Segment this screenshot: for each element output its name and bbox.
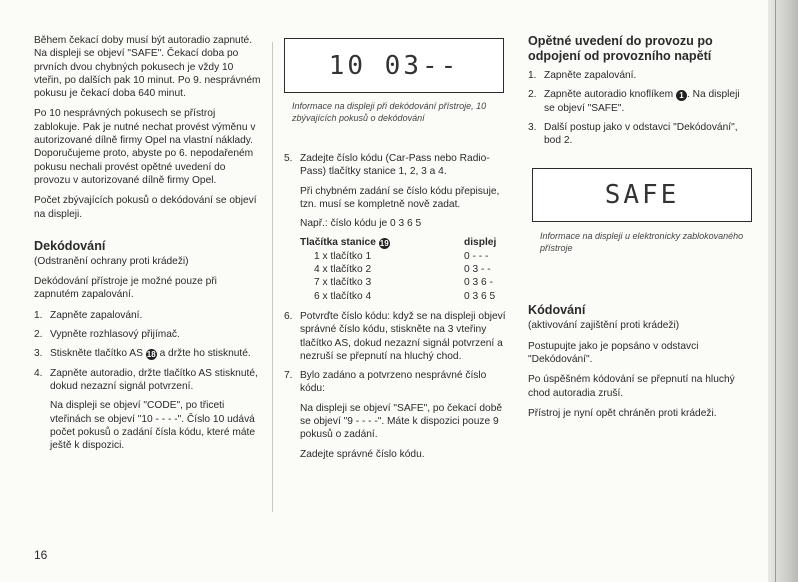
step-7-detail: Na displeji se objeví "SAFE", po čekací době se objeví "9 - - - -". Máte k dispozici pouze 9 pokusů o zadání. bbox=[300, 402, 503, 441]
paragraph-waiting-time: Během čekací doby musí být autoradio zapnuté. Na displeji se objeví "SAFE". Čekací doba po prvních dvou chybných pokusech je vždy 10 vteřin, po dalších pak 10 minut. Po 9. nesprávném pokusu je čekací doba 640 minut. bbox=[34, 35, 261, 100]
step-1: 1. Zapněte zapalování. bbox=[528, 70, 637, 81]
step-5-example: Např.: číslo kódu je 0 3 6 5 bbox=[300, 218, 422, 230]
step-6: 6. Potvrďte číslo kódu: když se na displeji objeví správné číslo kódu, stiskněte na 3 vteřiny tlačítko AS, dokud nezazní signál potvrzení a nezruší se přepnutí na hluchý chod. bbox=[284, 310, 506, 362]
table-row: 4 x tlačítko 2 0 3 - - bbox=[314, 264, 491, 276]
step-1: 1. Zapněte zapalování. bbox=[34, 309, 143, 321]
step-7-final: Zadejte správné číslo kódu. bbox=[300, 448, 425, 460]
radio-display-safe: SAFE bbox=[532, 168, 752, 222]
paragraph-remaining-attempts: Počet zbývajících pokusů o dekódování se objeví na displeji. bbox=[34, 195, 257, 220]
column-middle bbox=[284, 152, 506, 467]
page-edge bbox=[768, 0, 798, 582]
column-left bbox=[34, 34, 262, 458]
paragraph-coding-2: Po úspěšném kódování se přepnutí na hluchý chod autoradia zruší. bbox=[528, 374, 735, 399]
caption-display-safe: Informace na displeji u elektronicky zablokovaného přístroje bbox=[540, 231, 744, 253]
heading-decoding: Dekódování bbox=[34, 238, 106, 253]
table-row: 1 x tlačítko 1 0 - - - bbox=[314, 250, 489, 262]
step-3: 3. Další postup jako v odstavci "Dekódování", bod 2. bbox=[528, 121, 738, 147]
paragraph-coding-3: Přístroj je nyní opět chráněn proti krádeži. bbox=[528, 407, 717, 419]
step-2: 2. Vypněte rozhlasový přijímač. bbox=[34, 329, 180, 341]
step-5: 5. Zadejte číslo kódu (Car-Pass nebo Radio-Pass) tlačítky stanice 1, 2, 3 a 4. Při chybném zadání se číslo kódu přepisuje, tzn. musí se kompletně nově zadat. Např.: číslo kódu je 0 3 6 5 bbox=[284, 152, 506, 230]
step-2: 2. Zapněte autoradio knoflíkem 1 . Na displeji se objeví "SAFE". bbox=[528, 89, 740, 114]
page-edge-line bbox=[775, 0, 776, 582]
step-4: 4. Zapněte autoradio, držte tlačítko AS stisknuté, dokud nezazní signál potvrzení. Na displeji se objeví "CODE", po třiceti vteřinách se objeví "10 - - - -". Číslo 10 udává počet pokusů o zadání čísla kódu, které máte ještě k dispozici. bbox=[34, 367, 262, 453]
reactivation-steps bbox=[528, 69, 750, 147]
knob-1-icon: 1 bbox=[676, 90, 687, 101]
button-18-icon: 18 bbox=[146, 350, 156, 360]
table-row: 7 x tlačítko 3 0 3 6 - bbox=[314, 277, 493, 289]
caption-display-code: Informace na displeji při dekódování přístroje, 10 zbývajících pokusů o dekódování bbox=[292, 101, 487, 123]
code-entry-table bbox=[300, 236, 506, 302]
step-7: 7. Bylo zadáno a potvrzeno nesprávné číslo kódu: Na displeji se objeví "SAFE", po čekací době se objeví "9 - - - -". Máte k dispozici pouze 9 pokusů o zadání. Zadejte správné číslo kódu. bbox=[284, 369, 506, 461]
table-header: Tlačítka stanice 19 displej bbox=[300, 237, 497, 249]
decoding-steps-final bbox=[284, 310, 506, 461]
radio-display-code: 10 03-- bbox=[284, 38, 504, 93]
page-number: 16 bbox=[34, 548, 48, 562]
heading-reactivation: Opětné uvedení do provozu po odpojení od provozního napětí bbox=[528, 34, 713, 63]
step-5-note: Při chybném zadání se číslo kódu přepisuje, tzn. musí se kompletně nově zadat. bbox=[300, 185, 500, 210]
subheading-decoding: (Odstranění ochrany proti krádeži) bbox=[34, 255, 189, 267]
table-row: 6 x tlačítko 4 0 3 6 5 bbox=[314, 290, 496, 302]
heading-coding: Kódování bbox=[528, 303, 586, 318]
button-19-icon: 19 bbox=[379, 239, 389, 249]
subheading-coding: (aktivování zajištění proti krádeži) bbox=[528, 320, 680, 332]
step-4-detail: Na displeji se objeví "CODE", po třiceti vteřinách se objeví "10 - - - -". Číslo 10 udává počet pokusů o zadání čísla kódu, které máte ještě k dispozici. bbox=[50, 400, 256, 452]
paragraph-decoding-intro: Dekódování přístroje je možné pouze při zapnutém zapalování. bbox=[34, 276, 217, 301]
step-3: 3. Stiskněte tlačítko AS 18 a držte ho stisknuté. bbox=[34, 348, 251, 360]
decoding-steps bbox=[34, 309, 262, 453]
decoding-steps-continued bbox=[284, 152, 506, 230]
paragraph-blocking: Po 10 nesprávných pokusech se přístroj zablokuje. Pak je nutné nechat provést výměnu v autorizované dílně firmy Opel na vlastní náklady. Doporučujeme proto, abyste po 6. nepodařeném pokusu nechali provést opětné uvedení do provozu v autorizované dílně firmy Opel. bbox=[34, 108, 256, 186]
paragraph-coding-1: Postupujte jako je popsáno v odstavci "Dekódování". bbox=[528, 340, 699, 366]
column-divider bbox=[272, 42, 273, 512]
